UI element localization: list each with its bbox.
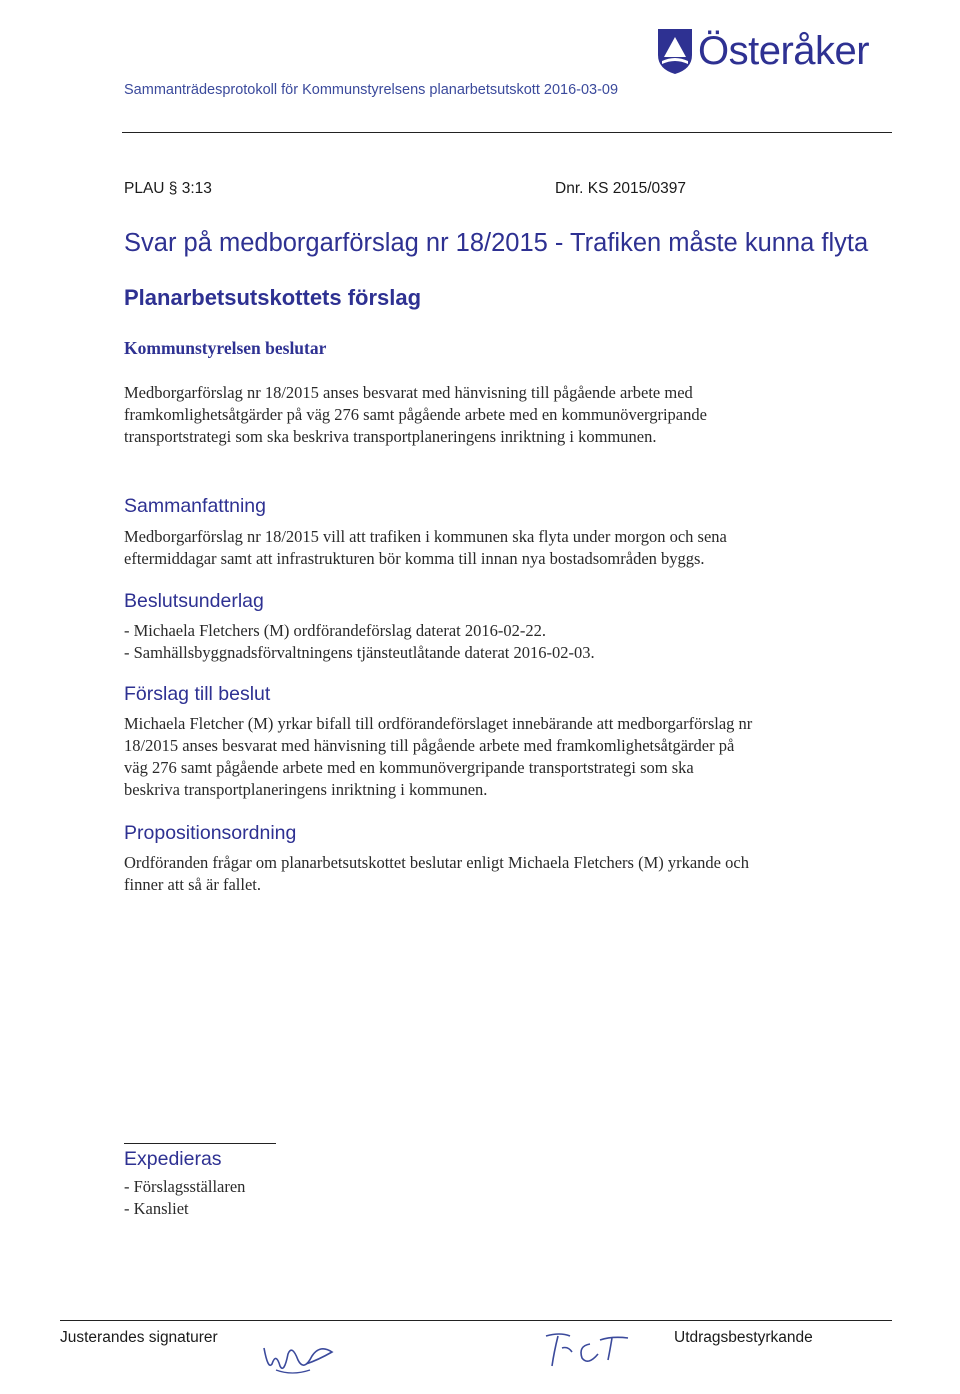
extract-certification-label: Utdragsbestyrkande — [674, 1329, 813, 1346]
handwritten-initials — [540, 1326, 630, 1372]
order-paragraph — [124, 852, 854, 896]
list-item: - Samhällsbyggnadsförvaltningens tjänsteutlåtande daterat 2016-02-03. — [124, 643, 595, 662]
text-line: Medborgarförslag nr 18/2015 anses besvarat med hänvisning till pågående arbete med — [124, 383, 693, 402]
summary-heading: Sammanfattning — [124, 495, 266, 517]
municipality-logo — [656, 22, 869, 80]
proposal-paragraph — [124, 713, 854, 801]
proposal-subtitle: Planarbetsutskottets förslag — [124, 285, 422, 310]
handwritten-signature — [258, 1330, 340, 1380]
paragraph-reference: PLAU § 3:13 — [124, 180, 212, 197]
document-title: Svar på medborgarförslag nr 18/2015 - Trafiken måste kunna flyta — [124, 229, 869, 257]
list-item: - Michaela Fletchers (M) ordförandeförslag daterat 2016-02-22. — [124, 621, 546, 640]
basis-list — [124, 620, 854, 664]
footer-divider — [60, 1320, 892, 1321]
signatures-label: Justerandes signaturer — [60, 1329, 218, 1346]
summary-paragraph — [124, 526, 854, 570]
text-line: finner att så är fallet. — [124, 875, 261, 894]
text-line: framkomlighetsåtgärder på väg 276 samt pågående arbete med en kommunövergripande — [124, 405, 707, 424]
list-item: - Kansliet — [124, 1199, 189, 1218]
dispatch-heading: Expedieras — [124, 1148, 222, 1170]
protocol-header: Sammanträdesprotokoll för Kommunstyrelsens planarbetsutskott 2016-03-09 — [124, 82, 619, 98]
decision-paragraph — [124, 382, 854, 448]
header-divider — [122, 132, 892, 133]
decision-heading: Kommunstyrelsen beslutar — [124, 338, 327, 358]
text-line: väg 276 samt pågående arbete med en kommunövergripande transportstrategi som ska — [124, 758, 694, 777]
dispatch-divider — [124, 1143, 276, 1144]
osteraker-crest-icon — [656, 27, 694, 75]
logo-text: Österåker — [698, 28, 870, 73]
list-item: - Förslagsställaren — [124, 1177, 246, 1196]
text-line: Ordföranden frågar om planarbetsutskottet beslutar enligt Michaela Fletchers (M) yrkande och — [124, 853, 749, 872]
dispatch-list — [124, 1176, 854, 1220]
text-line: 18/2015 anses besvarat med hänvisning till pågående arbete med framkomlighetsåtgärder på — [124, 736, 735, 755]
proposal-heading: Förslag till beslut — [124, 683, 271, 705]
text-line: beskriva transportplaneringens inriktning i kommunen. — [124, 780, 488, 799]
text-line: Michaela Fletcher (M) yrkar bifall till ordförandeförslaget innebärande att medborgarförslag nr — [124, 714, 753, 733]
order-heading: Propositionsordning — [124, 822, 297, 844]
basis-heading: Beslutsunderlag — [124, 590, 264, 612]
text-line: Medborgarförslag nr 18/2015 vill att trafiken i kommunen ska flyta under morgon och sena — [124, 527, 727, 546]
text-line: transportstrategi som ska beskriva transportplaneringens inriktning i kommunen. — [124, 427, 657, 446]
text-line: eftermiddagar samt att infrastrukturen bör komma till innan nya bostadsområden byggs. — [124, 549, 705, 568]
diary-number: Dnr. KS 2015/0397 — [555, 180, 686, 197]
